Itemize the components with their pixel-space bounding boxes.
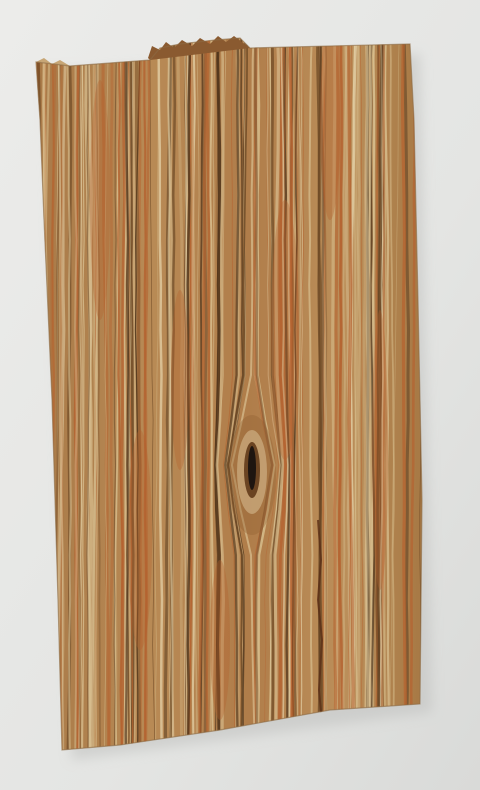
rust-streak [128, 430, 152, 650]
rust-streak [171, 290, 189, 470]
rust-streak [372, 310, 388, 590]
wood-knot [228, 415, 276, 535]
rust-streak [90, 80, 110, 320]
rust-streak [210, 560, 230, 720]
rust-streak [320, 20, 340, 220]
rust-streak [271, 200, 299, 460]
